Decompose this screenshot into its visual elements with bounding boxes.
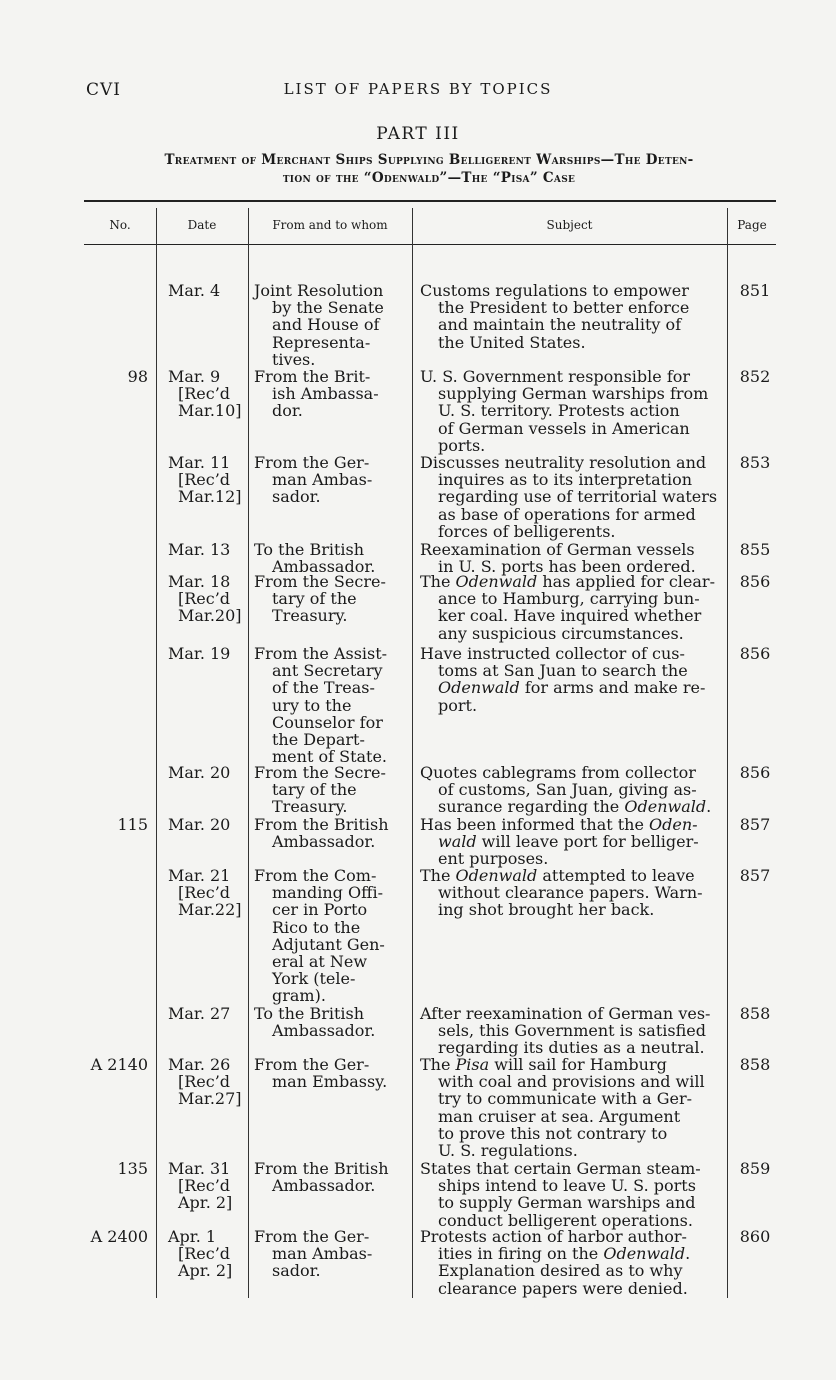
column-header-page: Page — [737, 218, 767, 232]
row-page: 858 — [739, 1055, 771, 1074]
row-subject — [420, 1005, 720, 1057]
row-date — [168, 368, 252, 420]
row-subject — [420, 764, 720, 816]
row-subject-line: toms at San Juan to search the — [438, 661, 688, 681]
row-date-line: Mar. 21 — [168, 866, 231, 885]
row-subject-line: to supply German warships and — [438, 1193, 696, 1213]
row-from-line: man Embassy. — [272, 1072, 388, 1092]
row-from-line: tives. — [272, 349, 316, 369]
row-from-line: sador. — [272, 487, 321, 507]
row-from-line: ish Ambassa- — [272, 384, 379, 404]
row-date — [168, 764, 252, 781]
row-subject-line: of customs, San Juan, giving as- — [438, 780, 697, 800]
row-date-line: Apr. 2] — [178, 1261, 233, 1281]
row-subject — [420, 282, 720, 351]
row-subject-line: The Pisa will sail for Hamburg — [420, 1055, 667, 1074]
column-divider — [156, 208, 157, 1298]
row-subject — [420, 816, 720, 868]
row-subject-line: forces of belligerents. — [438, 521, 616, 541]
row-from-line: by the Senate — [272, 298, 384, 318]
row-subject-line: regarding its duties as a neutral. — [438, 1038, 705, 1058]
row-page: 859 — [739, 1159, 771, 1178]
row-subject — [420, 1056, 720, 1159]
row-from-line: ant Secretary — [272, 661, 383, 681]
row-from-line: dor. — [272, 401, 303, 421]
row-from — [254, 282, 406, 368]
row-subject-line: U. S. regulations. — [438, 1141, 578, 1161]
section-title — [84, 151, 774, 187]
row-page: 855 — [739, 540, 771, 559]
row-page: 851 — [739, 281, 771, 300]
row-from — [254, 764, 406, 816]
row-from — [254, 368, 406, 420]
row-from-line: Joint Resolution — [254, 281, 384, 300]
row-from-line: To the British — [254, 1004, 365, 1023]
row-from — [254, 1056, 406, 1090]
row-page: 856 — [739, 644, 771, 663]
row-date-line: Mar. 20 — [168, 763, 231, 782]
row-from-line: ment of State. — [272, 747, 388, 767]
row-from — [254, 1160, 406, 1194]
row-from-line: Representa- — [272, 332, 371, 352]
row-date — [168, 1005, 252, 1022]
row-subject-line: as base of operations for armed — [438, 504, 696, 524]
row-subject-line: Reexamination of German vessels — [420, 540, 695, 559]
row-subject-line: conduct belligerent operations. — [438, 1210, 693, 1230]
row-from — [254, 1005, 406, 1039]
row-subject-line: surance regarding the Odenwald. — [438, 797, 712, 817]
row-date-line: Mar. 4 — [168, 281, 221, 300]
row-subject-line: port. — [438, 695, 478, 715]
row-subject-line: The Odenwald has applied for clear- — [420, 572, 715, 591]
row-date-line: Mar. 9 — [168, 367, 221, 386]
row-number: 98 — [127, 367, 148, 386]
row-from-line: tary of the — [272, 589, 357, 609]
row-subject-line: Discusses neutrality resolution and — [420, 453, 707, 472]
row-number: 115 — [117, 815, 148, 834]
row-from-line: Ambassador. — [272, 557, 376, 577]
row-number: A 2400 — [90, 1227, 148, 1246]
row-date-line: Mar. 18 — [168, 572, 231, 591]
row-subject-line: Protests action of harbor author- — [420, 1227, 687, 1246]
row-subject-line: Customs regulations to empower — [420, 281, 689, 300]
row-subject-line: wald will leave port for belliger- — [438, 832, 699, 852]
row-date-line: Mar.10] — [178, 401, 242, 421]
row-subject-line: ent purposes. — [438, 849, 549, 869]
row-from-line: and House of — [272, 315, 380, 335]
row-from-line: Ambassador. — [272, 1021, 376, 1041]
row-subject-line: ance to Hamburg, carrying bun- — [438, 589, 700, 609]
row-subject — [420, 573, 720, 642]
row-from-line: tary of the — [272, 780, 357, 800]
row-from-line: manding Offi- — [272, 883, 384, 903]
row-from-line: From the British — [254, 1159, 389, 1178]
row-subject-line: any suspicious circumstances. — [438, 623, 684, 643]
row-subject-line: The Odenwald attempted to leave — [420, 866, 695, 885]
row-from — [254, 816, 406, 850]
row-page: 853 — [739, 453, 771, 472]
row-subject-line: inquires as to its interpretation — [438, 470, 693, 490]
row-date — [168, 1056, 252, 1108]
row-from-line: eral at New — [272, 952, 368, 972]
row-date — [168, 282, 252, 299]
row-from-line: To the British — [254, 540, 365, 559]
row-from-line: of the Treas- — [272, 678, 375, 698]
row-from-line: ury to the — [272, 695, 352, 715]
row-from-line: gram). — [272, 986, 326, 1006]
row-from-line: From the Ger- — [254, 453, 370, 472]
row-subject-line: ing shot brought her back. — [438, 900, 655, 920]
part-heading: PART III — [376, 124, 460, 144]
row-date — [168, 454, 252, 506]
row-from-line: From the Ger- — [254, 1055, 370, 1074]
row-from-line: Counselor for — [272, 712, 383, 732]
column-header-from: From and to whom — [272, 218, 388, 232]
row-subject-line: supplying German warships from — [438, 384, 709, 404]
row-from — [254, 541, 406, 575]
column-header-subject: Subject — [546, 218, 593, 232]
row-subject-line: Quotes cablegrams from collector — [420, 763, 696, 782]
row-subject — [420, 368, 720, 454]
row-subject-line: After reexamination of German ves- — [420, 1004, 711, 1023]
row-subject — [420, 645, 720, 714]
row-from — [254, 645, 406, 765]
column-divider — [727, 208, 728, 1298]
row-subject-line: to prove this not contrary to — [438, 1123, 668, 1143]
row-from-line: Ambassador. — [272, 832, 376, 852]
row-date-line: [Rec’d — [178, 470, 231, 490]
row-date-line: [Rec’d — [178, 384, 231, 404]
row-from-line: cer in Porto — [272, 900, 368, 920]
row-date-line: Mar. 19 — [168, 644, 231, 663]
row-from-line: the Depart- — [272, 730, 365, 750]
row-date-line: Mar. 20 — [168, 815, 231, 834]
row-date — [168, 1160, 252, 1212]
row-number: A 2140 — [90, 1055, 148, 1074]
row-page: 856 — [739, 763, 771, 782]
row-page: 857 — [739, 815, 771, 834]
row-from-line: From the British — [254, 815, 389, 834]
section-title-line2: tion of the “Odenwald”—The “Pisa” Case — [282, 170, 576, 186]
row-subject-line: Has been informed that the Oden- — [420, 815, 698, 834]
column-header-date: Date — [187, 218, 217, 232]
row-subject-line: Have instructed collector of cus- — [420, 644, 685, 663]
row-subject-line: Explanation desired as to why — [438, 1261, 683, 1281]
row-subject-line: U. S. territory. Protests action — [438, 401, 680, 421]
row-subject-line: Odenwald for arms and make re- — [438, 678, 706, 698]
row-subject-line: clearance papers were denied. — [438, 1278, 688, 1298]
running-title: LIST OF PAPERS BY TOPICS — [283, 80, 553, 98]
row-from-line: man Ambas- — [272, 470, 373, 490]
row-subject — [420, 1160, 720, 1229]
column-divider — [412, 208, 413, 1298]
row-from-line: From the Brit- — [254, 367, 371, 386]
row-date — [168, 541, 252, 558]
row-subject-line: the President to better enforce — [438, 298, 690, 318]
row-date-line: Apr. 2] — [178, 1193, 233, 1213]
row-subject-line: and maintain the neutrality of — [438, 315, 682, 335]
row-from-line: York (tele- — [272, 969, 356, 989]
row-date-line: Mar.12] — [178, 487, 242, 507]
row-page: 857 — [739, 866, 771, 885]
page-number: CVI — [86, 80, 121, 100]
row-date-line: Apr. 1 — [168, 1227, 217, 1246]
row-from-line: Rico to the — [272, 917, 361, 937]
row-date-line: Mar. 27 — [168, 1004, 231, 1023]
row-subject — [420, 541, 720, 575]
row-date-line: Mar. 31 — [168, 1159, 231, 1178]
row-subject-line: in U. S. ports has been ordered. — [438, 557, 696, 577]
row-page: 856 — [739, 572, 771, 591]
row-subject-line: regarding use of territorial waters — [438, 487, 718, 507]
row-subject-line: with coal and provisions and will — [438, 1072, 705, 1092]
row-from-line: Ambassador. — [272, 1176, 376, 1196]
row-date-line: Mar.22] — [178, 900, 242, 920]
row-from-line: man Ambas- — [272, 1244, 373, 1264]
row-from-line: Treasury. — [272, 797, 348, 817]
row-subject — [420, 867, 720, 919]
row-date-line: [Rec’d — [178, 1244, 231, 1264]
row-date-line: Mar. 26 — [168, 1055, 231, 1074]
row-subject-line: ker coal. Have inquired whether — [438, 606, 702, 626]
row-date-line: [Rec’d — [178, 589, 231, 609]
row-from-line: From the Com- — [254, 866, 377, 885]
row-date-line: [Rec’d — [178, 1072, 231, 1092]
table-top-rule — [84, 200, 776, 202]
row-subject-line: of German vessels in American — [438, 418, 690, 438]
row-from-line: sador. — [272, 1261, 321, 1281]
row-subject-line: ships intend to leave U. S. ports — [438, 1176, 696, 1196]
row-from-line: Treasury. — [272, 606, 348, 626]
row-from-line: From the Secre- — [254, 572, 386, 591]
row-from-line: Adjutant Gen- — [272, 934, 385, 954]
row-page: 860 — [739, 1227, 771, 1246]
row-from — [254, 454, 406, 506]
row-subject-line: U. S. Government responsible for — [420, 367, 691, 386]
row-date-line: [Rec’d — [178, 1176, 231, 1196]
row-from-line: From the Ger- — [254, 1227, 370, 1246]
row-date — [168, 816, 252, 833]
row-page: 858 — [739, 1004, 771, 1023]
row-date — [168, 645, 252, 662]
row-date-line: [Rec’d — [178, 883, 231, 903]
row-date-line: Mar. 13 — [168, 540, 231, 559]
row-subject-line: States that certain German steam- — [420, 1159, 701, 1178]
row-from-line: From the Assist- — [254, 644, 388, 663]
row-subject-line: try to communicate with a Ger- — [438, 1089, 693, 1109]
row-date-line: Mar.20] — [178, 606, 242, 626]
table-header-rule — [84, 244, 776, 245]
column-header-no: No. — [109, 218, 131, 232]
row-date — [168, 573, 252, 625]
row-from — [254, 1228, 406, 1280]
row-date-line: Mar.27] — [178, 1089, 242, 1109]
row-page: 852 — [739, 367, 771, 386]
row-subject-line: the United States. — [438, 332, 586, 352]
row-from — [254, 867, 406, 1005]
row-date — [168, 867, 252, 919]
row-from — [254, 573, 406, 625]
row-number: 135 — [117, 1159, 148, 1178]
row-subject — [420, 1228, 720, 1297]
row-subject-line: man cruiser at sea. Argument — [438, 1106, 681, 1126]
row-subject — [420, 454, 720, 540]
row-from-line: From the Secre- — [254, 763, 386, 782]
row-subject-line: ports. — [438, 435, 486, 455]
row-subject-line: sels, this Government is satisfied — [438, 1021, 706, 1041]
row-subject-line: ities in firing on the Odenwald. — [438, 1244, 691, 1264]
row-date-line: Mar. 11 — [168, 453, 231, 472]
row-subject-line: without clearance papers. Warn- — [438, 883, 703, 903]
row-date — [168, 1228, 252, 1280]
section-title-line1: Treatment of Merchant Ships Supplying Belligerent Warships—The Deten- — [164, 152, 694, 168]
